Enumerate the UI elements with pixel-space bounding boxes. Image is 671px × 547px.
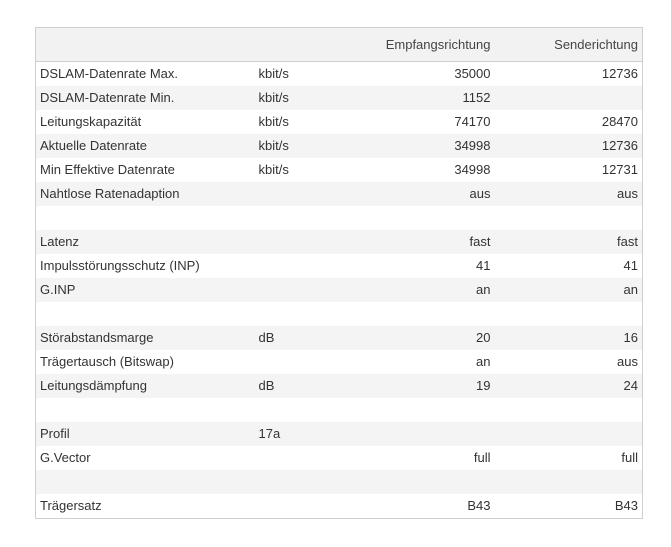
table-row xyxy=(36,182,643,206)
table-header xyxy=(36,28,643,62)
row-upstream-value: aus xyxy=(495,350,643,374)
row-upstream-value: 16 xyxy=(495,326,643,350)
row-label: Nahtlose Ratenadaption xyxy=(36,182,255,206)
row-label xyxy=(36,398,255,422)
row-upstream-value: 24 xyxy=(495,374,643,398)
row-downstream-value: an xyxy=(355,278,495,302)
row-unit: kbit/s xyxy=(255,62,355,87)
row-unit: kbit/s xyxy=(255,158,355,182)
row-downstream-value: 74170 xyxy=(355,110,495,134)
row-downstream-value xyxy=(355,470,495,494)
row-upstream-value: 41 xyxy=(495,254,643,278)
row-downstream-value xyxy=(355,422,495,446)
row-label: G.Vector xyxy=(36,446,255,470)
table-row xyxy=(36,134,643,158)
row-upstream-value xyxy=(495,86,643,110)
row-downstream-value: 20 xyxy=(355,326,495,350)
row-unit: kbit/s xyxy=(255,86,355,110)
table-row xyxy=(36,326,643,350)
row-upstream-value xyxy=(495,398,643,422)
row-upstream-value xyxy=(495,470,643,494)
row-unit xyxy=(255,446,355,470)
row-label: Min Effektive Datenrate xyxy=(36,158,255,182)
row-unit xyxy=(255,230,355,254)
row-upstream-value xyxy=(495,422,643,446)
row-downstream-value: full xyxy=(355,446,495,470)
row-label: Störabstandsmarge xyxy=(36,326,255,350)
row-upstream-value: 12736 xyxy=(495,62,643,87)
row-label: G.INP xyxy=(36,278,255,302)
table-row xyxy=(36,278,643,302)
row-downstream-value: fast xyxy=(355,230,495,254)
row-upstream-value: 12736 xyxy=(495,134,643,158)
row-upstream-value xyxy=(495,302,643,326)
row-unit: 17a xyxy=(255,422,355,446)
row-label xyxy=(36,206,255,230)
row-downstream-value: 34998 xyxy=(355,134,495,158)
row-unit xyxy=(255,302,355,326)
header-label xyxy=(36,28,255,62)
table-row xyxy=(36,374,643,398)
row-label: Latenz xyxy=(36,230,255,254)
row-downstream-value: B43 xyxy=(355,494,495,519)
row-unit: kbit/s xyxy=(255,110,355,134)
row-label: Leitungskapazität xyxy=(36,110,255,134)
table-row-spacer xyxy=(36,470,643,494)
row-upstream-value: an xyxy=(495,278,643,302)
row-unit xyxy=(255,494,355,519)
row-unit xyxy=(255,182,355,206)
table-row-spacer xyxy=(36,302,643,326)
row-label: Trägertausch (Bitswap) xyxy=(36,350,255,374)
table-row xyxy=(36,230,643,254)
row-label: Aktuelle Datenrate xyxy=(36,134,255,158)
row-label: Leitungsdämpfung xyxy=(36,374,255,398)
row-upstream-value: fast xyxy=(495,230,643,254)
row-downstream-value: 1152 xyxy=(355,86,495,110)
row-downstream-value: aus xyxy=(355,182,495,206)
row-unit xyxy=(255,470,355,494)
row-upstream-value: 28470 xyxy=(495,110,643,134)
row-label: Trägersatz xyxy=(36,494,255,519)
row-unit: dB xyxy=(255,326,355,350)
row-label: DSLAM-Datenrate Max. xyxy=(36,62,255,87)
table-row xyxy=(36,422,643,446)
row-upstream-value: full xyxy=(495,446,643,470)
row-downstream-value xyxy=(355,302,495,326)
table-row xyxy=(36,254,643,278)
row-unit: dB xyxy=(255,374,355,398)
row-upstream-value xyxy=(495,206,643,230)
row-label: Profil xyxy=(36,422,255,446)
header-upstream: Senderichtung xyxy=(495,28,643,62)
row-unit xyxy=(255,398,355,422)
table-row xyxy=(36,110,643,134)
table-row xyxy=(36,446,643,470)
table-row-spacer xyxy=(36,206,643,230)
table-row xyxy=(36,494,643,519)
dsl-info-table xyxy=(35,27,643,519)
row-unit: kbit/s xyxy=(255,134,355,158)
row-label xyxy=(36,302,255,326)
header-row xyxy=(36,28,643,62)
row-upstream-value: B43 xyxy=(495,494,643,519)
table-row xyxy=(36,350,643,374)
table-row xyxy=(36,86,643,110)
row-unit xyxy=(255,206,355,230)
row-label xyxy=(36,470,255,494)
row-downstream-value xyxy=(355,206,495,230)
row-label: Impulsstörungsschutz (INP) xyxy=(36,254,255,278)
row-unit xyxy=(255,350,355,374)
row-upstream-value: 12731 xyxy=(495,158,643,182)
table-row-spacer xyxy=(36,398,643,422)
row-downstream-value: 34998 xyxy=(355,158,495,182)
row-downstream-value xyxy=(355,398,495,422)
row-downstream-value: an xyxy=(355,350,495,374)
row-downstream-value: 19 xyxy=(355,374,495,398)
row-upstream-value: aus xyxy=(495,182,643,206)
table-row xyxy=(36,158,643,182)
row-downstream-value: 41 xyxy=(355,254,495,278)
header-downstream: Empfangsrichtung xyxy=(355,28,495,62)
row-unit xyxy=(255,278,355,302)
row-label: DSLAM-Datenrate Min. xyxy=(36,86,255,110)
table-row xyxy=(36,62,643,87)
table-body xyxy=(36,62,643,519)
row-downstream-value: 35000 xyxy=(355,62,495,87)
row-unit xyxy=(255,254,355,278)
header-unit xyxy=(255,28,355,62)
